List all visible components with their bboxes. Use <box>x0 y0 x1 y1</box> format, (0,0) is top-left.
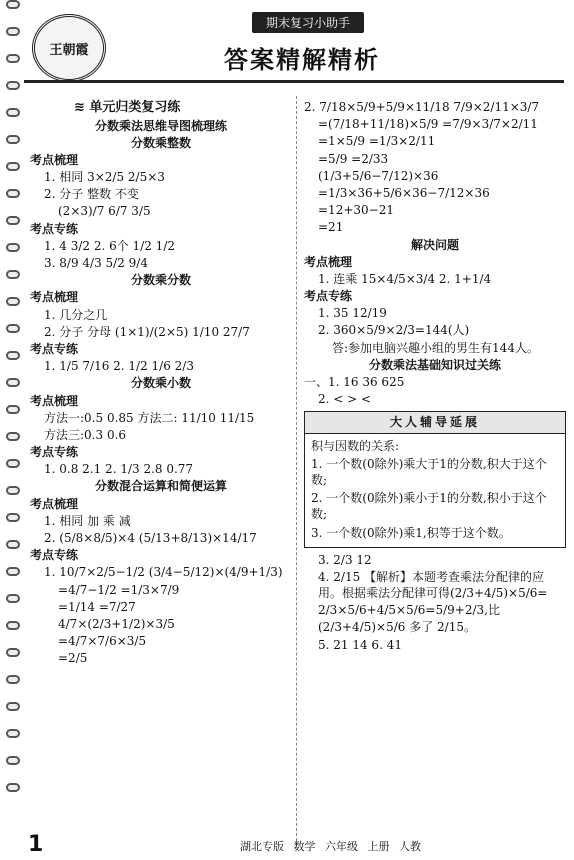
left-line: =2/5 <box>58 651 88 666</box>
page-title: 答案精解精析 <box>224 46 380 74</box>
right-line: 分数乘法基础知识过关练 <box>368 357 501 372</box>
right2-line: (2/3+4/5)×5/6 多了 2/15。 <box>318 620 476 635</box>
header-tag: 期末复习小助手 <box>252 12 364 33</box>
left-line: 方法一:0.5 0.85 方法二: 11/10 11/15 <box>44 410 255 425</box>
tutor-box-title: 大人辅导延展 <box>305 412 565 433</box>
left-line: 2. 分子 分母 (1×1)/(2×5) 1/10 27/7 <box>44 324 250 339</box>
column-divider <box>296 96 297 846</box>
brand-logo: 王朝霞 <box>32 14 106 82</box>
left-line: 分数乘分数 <box>130 273 191 288</box>
left-line: 1. 相同 3×2/5 2/5×3 <box>44 170 165 185</box>
left-line: 1. 相同 加 乘 减 <box>44 513 131 528</box>
right2-line: 2/3×5/6+4/5×5/6=5/9+2/3,比 <box>318 603 500 618</box>
left-line: 考点专练 <box>30 445 79 460</box>
right-line: =1×5/9 =1/3×2/11 <box>318 134 436 149</box>
right2-line: 3. 2/3 12 <box>318 552 372 567</box>
right-line: =5/9 =2/33 <box>318 151 389 166</box>
left-line: 2. 分子 整数 不变 <box>44 187 139 202</box>
left-line: 考点专练 <box>30 341 79 356</box>
left-line: 考点梳理 <box>30 393 79 408</box>
right-line: 1. 35 12/19 <box>318 306 387 321</box>
right-line: 2. < > < <box>318 392 372 407</box>
right-line: 1. 连乘 15×4/5×3/4 2. 1+1/4 <box>318 271 492 286</box>
left-line: 方法三:0.3 0.6 <box>44 427 127 442</box>
tutor-box-line: 2. 一个数(0除外)乘小于1的分数,积小于这个数; <box>311 491 547 522</box>
left-line: 1. 1/5 7/16 2. 1/2 1/6 2/3 <box>44 359 194 374</box>
right2-line: 5. 21 14 6. 41 <box>318 637 402 652</box>
left-line: 2. (5/8×8/5)×4 (5/13+8/13)×14/17 <box>44 531 257 546</box>
left-line: 1. 几分之几 <box>44 307 108 322</box>
right2-line: 4. 2/15 【解析】本题考查乘法分配律的应用。根据乘法分配律可得(2/3+4/5)×5/6= <box>318 569 548 601</box>
left-line: 考点梳理 <box>30 152 79 167</box>
left-line: 分数乘法思维导图梳理练 <box>94 118 227 133</box>
right-line: 答:参加电脑兴趣小组的男生有144人。 <box>332 340 539 355</box>
left-line: 分数乘小数 <box>130 376 191 391</box>
left-line: =4/7×7/6×3/5 <box>58 634 147 649</box>
left-line: 考点专练 <box>30 221 79 236</box>
right-line: 一、1. 16 36 625 <box>304 375 405 389</box>
right-line: =1/3×36+5/6×36−7/12×36 <box>318 185 490 200</box>
page-number: 1 <box>28 832 44 857</box>
left-column <box>30 98 292 668</box>
footer-meta: 湖北专版 数学 六年级 上册 人教 <box>240 840 421 853</box>
left-line: 1. 4 3/2 2. 6个 1/2 1/2 <box>44 238 175 253</box>
right-line: =21 <box>318 220 344 235</box>
left-line: 1. 10/7×2/5−1/2 (3/4−5/12)×(4/9+1/3) <box>44 565 283 580</box>
page-header <box>24 10 564 80</box>
left-line: 考点专练 <box>30 548 79 563</box>
left-line: =4/7−1/2 =1/3×7/9 <box>58 582 180 597</box>
left-line: 分数混合运算和简便运算 <box>94 479 227 494</box>
left-line: 考点梳理 <box>30 290 79 305</box>
spiral-binding <box>6 0 22 860</box>
left-line: 分数乘整数 <box>130 135 191 150</box>
right-line: (1/3+5/6−7/12)×36 <box>318 168 439 183</box>
left-line: 1. 0.8 2.1 2. 1/3 2.8 0.77 <box>44 462 194 477</box>
tutor-box <box>304 411 566 547</box>
right-line: 2. 7/18×5/9+5/9×11/18 7/9×2/11×3/7 <box>304 100 540 114</box>
left-line: (2×3)/7 6/7 3/5 <box>58 204 151 219</box>
tutor-box-line: 积与因数的关系: <box>311 438 400 453</box>
right-line: 考点专练 <box>304 289 353 304</box>
tutor-box-line: 1. 一个数(0除外)乘大于1的分数,积大于这个数; <box>311 456 547 487</box>
left-line: 考点梳理 <box>30 496 79 511</box>
header-rule <box>24 80 564 83</box>
right-line: 2. 360×5/9×2/3=144(人) <box>318 323 470 338</box>
left-line: 4/7×(2/3+1/2)×3/5 <box>58 616 175 631</box>
left-line: ≋ 单元归类复习练 <box>74 99 292 117</box>
right-line: 解决问题 <box>410 237 459 252</box>
left-line: =1/14 =7/27 <box>58 599 136 614</box>
left-line: 3. 8/9 4/3 5/2 9/4 <box>44 256 148 271</box>
right-line: =(7/18+11/18)×5/9 =7/9×3/7×2/11 <box>318 117 538 132</box>
right-line: =12+30−21 <box>318 203 394 218</box>
tutor-box-line: 3. 一个数(0除外)乘1,积等于这个数。 <box>311 525 511 540</box>
right-column <box>304 98 566 654</box>
right-line: 考点梳理 <box>304 254 353 269</box>
